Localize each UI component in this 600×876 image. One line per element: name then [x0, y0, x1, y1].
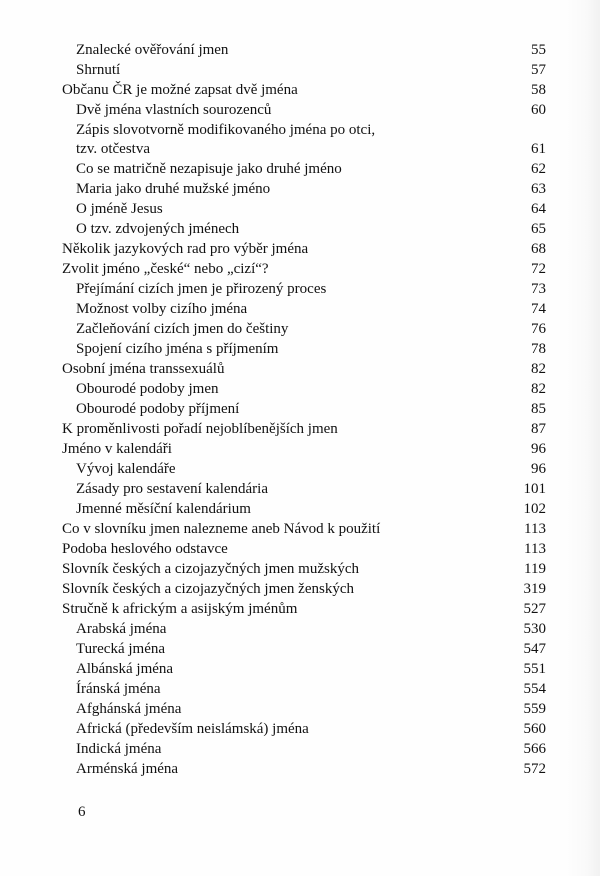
- toc-entry-page: 55: [531, 42, 546, 58]
- toc-entry-page: 57: [531, 62, 546, 78]
- toc-entry-page: 82: [531, 381, 546, 397]
- toc-entry-title: Co v slovníku jmen nalezneme aneb Návod k použití: [62, 521, 381, 537]
- toc-entry: [62, 379, 546, 399]
- toc-entry-title: Slovník českých a cizojazyčných jmen ženských: [62, 581, 354, 597]
- toc-entry-page: 560: [523, 721, 546, 737]
- toc-entry: [62, 80, 546, 100]
- toc-entry-page: 85: [531, 401, 546, 417]
- toc-entry-page: 63: [531, 181, 546, 197]
- toc-entry: [62, 519, 546, 539]
- toc-entry-page: 72: [531, 261, 546, 277]
- toc-entry-page: 74: [531, 301, 546, 317]
- toc-entry-title: Arabská jména: [76, 621, 167, 637]
- toc-entry: [62, 479, 546, 499]
- toc-entry: [62, 219, 546, 239]
- toc-entry-page: 68: [531, 241, 546, 257]
- toc-entry: [62, 559, 546, 579]
- toc-entry: [62, 419, 546, 439]
- toc-entry: [62, 199, 546, 219]
- toc-entry-title: Osobní jména transsexuálů: [62, 361, 225, 377]
- toc-entry-page: 113: [524, 521, 546, 537]
- toc-entry: [62, 459, 546, 479]
- toc-entry-title: Občanu ČR je možné zapsat dvě jména: [62, 82, 298, 98]
- toc-entry-title: Co se matričně nezapisuje jako druhé jméno: [76, 161, 342, 177]
- toc-entry: [62, 659, 546, 679]
- toc-entry-title: Maria jako druhé mužské jméno: [76, 181, 271, 197]
- toc-entry-page: 554: [523, 681, 546, 697]
- toc-entry-page: 113: [524, 541, 546, 557]
- toc-entry-title: Dvě jména vlastních sourozenců: [76, 102, 272, 118]
- page-edge-shadow: [566, 0, 600, 876]
- toc-entry-page: 96: [531, 461, 546, 477]
- toc-entry-title: Shrnutí: [76, 62, 121, 78]
- toc-entry-page: 60: [531, 102, 546, 118]
- toc-entry-page: 65: [531, 221, 546, 237]
- toc-entry-title: Stručně k africkým a asijským jménům: [62, 601, 298, 617]
- toc-entry-title: Indická jména: [76, 741, 162, 757]
- toc-entry: [62, 499, 546, 519]
- toc-entry-title: Podoba heslového odstavce: [62, 541, 228, 557]
- toc-entry-title: Obourodé podoby příjmení: [76, 401, 240, 417]
- toc-entry: [62, 100, 546, 120]
- toc-entry: [62, 159, 546, 179]
- toc-entry: [62, 40, 546, 60]
- toc-entry-page: 96: [531, 441, 546, 457]
- toc-entry: [62, 599, 546, 619]
- toc-entry: [62, 319, 546, 339]
- toc-entry: [62, 539, 546, 559]
- toc-entry-title: Zvolit jméno „české“ nebo „cizí“?: [62, 261, 269, 277]
- toc-entry: [62, 579, 546, 599]
- toc-entry: [62, 639, 546, 659]
- toc-entry-page: 73: [531, 281, 546, 297]
- toc-entry-title: Jméno v kalendáři: [62, 441, 172, 457]
- toc-entry-title: Jmenné měsíční kalendárium: [76, 501, 251, 517]
- toc-entry-page: 547: [523, 641, 546, 657]
- toc-entry-page: 82: [531, 361, 546, 377]
- toc-entry-page: 559: [523, 701, 546, 717]
- toc-entry-title: Albánská jména: [76, 661, 174, 677]
- toc-entry-title: Znalecké ověřování jmen: [76, 42, 229, 58]
- toc-entry: [62, 719, 546, 739]
- toc-entry-title: Obourodé podoby jmen: [76, 381, 219, 397]
- toc-entry: [62, 739, 546, 759]
- toc-entry-title: K proměnlivosti pořadí nejoblíbenějších jmen: [62, 421, 338, 437]
- toc-entry-title: Africká (především neislámská) jména: [76, 721, 309, 737]
- toc-entry-page: 102: [523, 501, 546, 517]
- toc-entry-page: 87: [531, 421, 546, 437]
- toc-entry: [62, 259, 546, 279]
- toc-entry: [62, 699, 546, 719]
- toc-entry-page: 119: [524, 561, 546, 577]
- toc-entry-title: Afghánská jména: [76, 701, 182, 717]
- toc-entry: [62, 299, 546, 319]
- page-number: 6: [78, 804, 86, 820]
- toc-entry-title: tzv. otčestva: [76, 141, 150, 157]
- toc-entry-page: 58: [531, 82, 546, 98]
- toc-entry-page: 551: [523, 661, 546, 677]
- toc-entry: [62, 179, 546, 199]
- toc-entry-page: 64: [531, 201, 546, 217]
- toc-entry-title: Arménská jména: [76, 761, 179, 777]
- toc-entry: [62, 759, 546, 779]
- toc-entry: [62, 60, 546, 80]
- toc-entry-title: Zásady pro sestavení kalendária: [76, 481, 269, 497]
- toc-entry-page: 572: [523, 761, 546, 777]
- toc-entry: [62, 359, 546, 379]
- toc-entry-title: Spojení cizího jména s příjmením: [76, 341, 279, 357]
- toc-entry-page: 101: [523, 481, 546, 497]
- toc-entry-title: O jméně Jesus: [76, 201, 163, 217]
- toc-entry-title: Možnost volby cizího jména: [76, 301, 248, 317]
- toc-entry: [62, 439, 546, 459]
- toc-entry-page: 530: [523, 621, 546, 637]
- toc-entry-title: Turecká jména: [76, 641, 166, 657]
- toc-entry-title: Přejímání cizích jmen je přirozený proces: [76, 281, 327, 297]
- toc-entry: [62, 619, 546, 639]
- toc-entry: [62, 279, 546, 299]
- toc-entry: [62, 399, 546, 419]
- toc-entry-page: 62: [531, 161, 546, 177]
- toc-entry-title: Začleňování cizích jmen do češtiny: [76, 321, 289, 337]
- toc-entry-page: 78: [531, 341, 546, 357]
- toc-entry: [62, 139, 546, 159]
- toc-entry: [62, 239, 546, 259]
- table-of-contents: [62, 40, 546, 779]
- toc-entry: [62, 339, 546, 359]
- toc-entry-title: Několik jazykových rad pro výběr jména: [62, 241, 309, 257]
- toc-entry-page: 527: [523, 601, 546, 617]
- toc-entry-page: 76: [531, 321, 546, 337]
- toc-entry-page: 61: [531, 141, 546, 157]
- toc-entry-title: Íránská jména: [76, 681, 161, 697]
- toc-entry: [62, 679, 546, 699]
- toc-entry-page: 319: [523, 581, 546, 597]
- toc-entry-title: Slovník českých a cizojazyčných jmen mužských: [62, 561, 359, 577]
- toc-entry-title: Zápis slovotvorně modifikovaného jména po otci,: [76, 122, 376, 138]
- toc-entry: [62, 120, 546, 139]
- toc-entry-title: O tzv. zdvojených jménech: [76, 221, 240, 237]
- toc-entry-page: 566: [523, 741, 546, 757]
- toc-entry-title: Vývoj kalendáře: [76, 461, 176, 477]
